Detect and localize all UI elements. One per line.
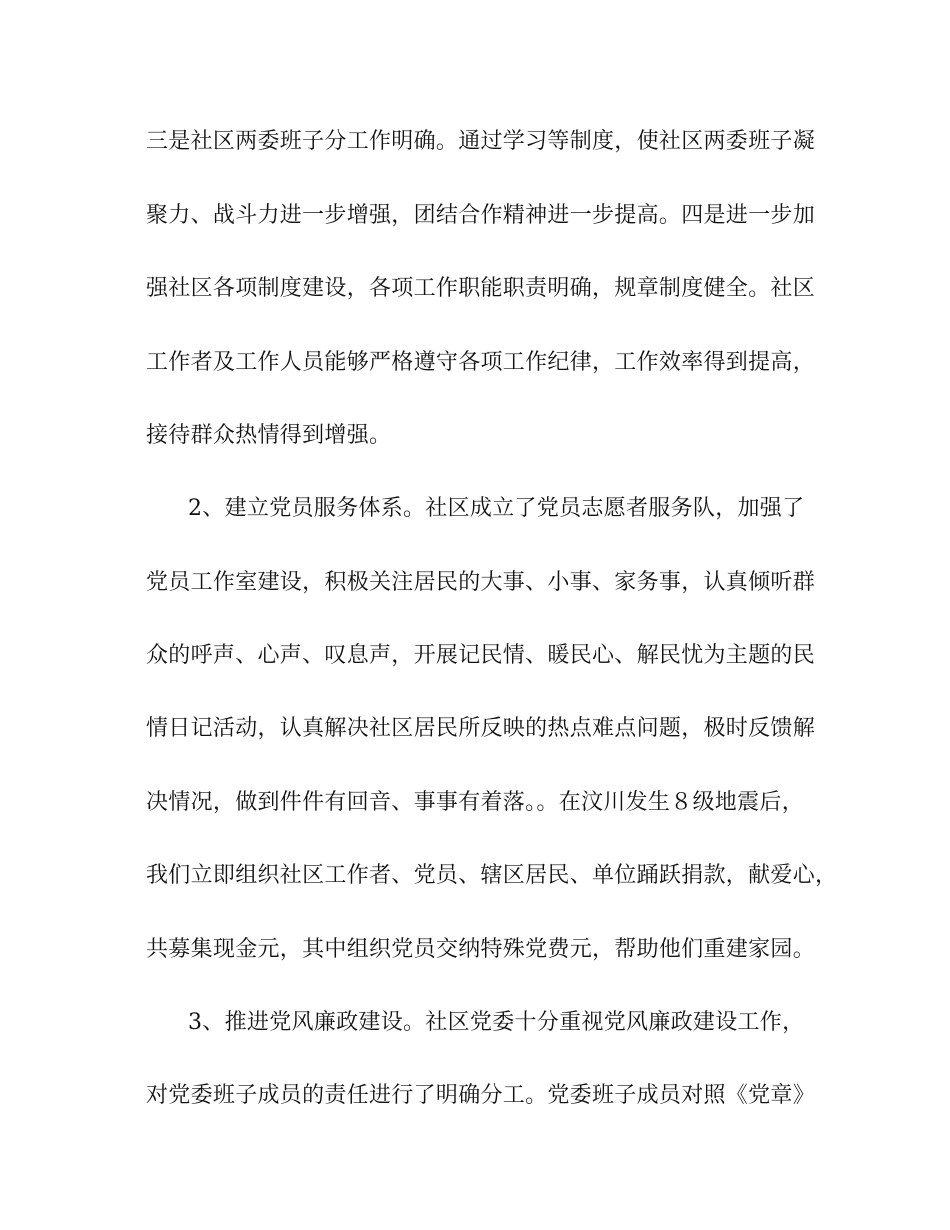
paragraph-line: 2、建立党员服务体系。社区成立了党员志愿者服务队，加强了: [188, 496, 805, 521]
paragraph-line: 聚力、战斗力进一步增强，团结合作精神进一步提高。四是进一步加: [146, 203, 816, 228]
paragraph-line: 党员工作室建设，积极关注居民的大事、小事、家务事，认真倾听群: [146, 570, 816, 595]
paragraph-line: 共募集现金元，其中组织党员交纳特殊党费元，帮助他们重建家园。: [146, 937, 816, 962]
paragraph-line: 我们立即组织社区工作者、党员、辖区居民、单位踊跃捐款，献爱心，: [146, 863, 838, 888]
paragraph-line: 决情况，做到件件有回音、事事有着落。。在汶川发生８级地震后，: [146, 790, 805, 815]
paragraph-line: 众的呼声、心声、叹息声，开展记民情、暖民心、解民忧为主题的民: [146, 643, 816, 668]
paragraph-line: 情日记活动，认真解决社区居民所反映的热点难点问题，极时反馈解: [146, 716, 816, 741]
paragraph-line: 3、推进党风廉政建设。社区党委十分重视党风廉政建设工作，: [188, 1010, 805, 1035]
paragraph-line: 三是社区两委班子分工作明确。通过学习等制度，使社区两委班子凝: [146, 129, 816, 154]
paragraph-line: 接待群众热情得到增强。: [146, 423, 392, 448]
paragraph-line: 对党委班子成员的责任进行了明确分工。党委班子成员对照《党章》: [146, 1083, 816, 1108]
paragraph-line: 强社区各项制度建设，各项工作职能职责明确，规章制度健全。社区: [146, 276, 816, 301]
paragraph-line: 工作者及工作人员能够严格遵守各项工作纪律，工作效率得到提高，: [146, 350, 816, 375]
